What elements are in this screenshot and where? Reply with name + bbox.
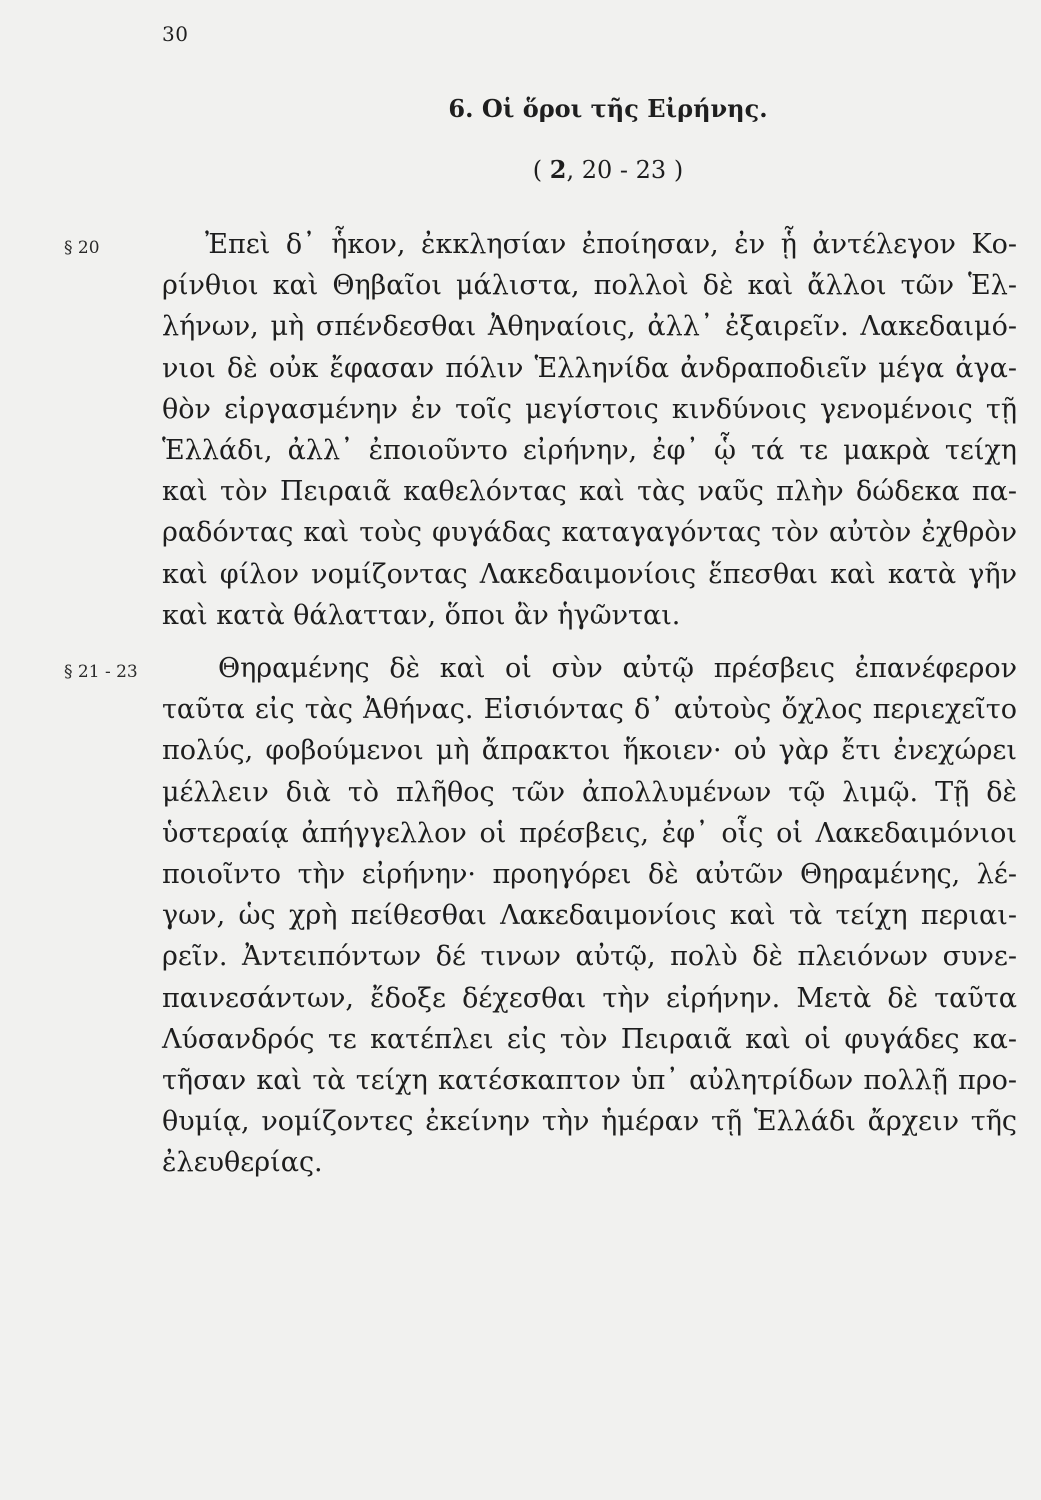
text-line: νιοι δὲ οὐκ ἔφασαν πόλιν Ἑλληνίδα ἀνδραποδιεῖν μέγα ἀγα- [162,352,1017,384]
section-title: 6. Οἱ ὅροι τῆς Εἰρήνης. [448,94,768,123]
paragraph-number-20: § 20 [64,238,100,258]
text-line: Ἐπεὶ δ᾽ ἧκον, ἐκκλησίαν ἐποίησαν, ἐν ᾗ ἀντέλεγον Κο- [205,229,1017,260]
page-number: 30 [162,22,189,46]
reference-range: , 20 - 23 [566,156,667,184]
text-line: ταῦτα εἰς τὰς Ἀθήνας. Εἰσιόντας δ᾽ αὐτοὺς ὄχλος περιεχεῖτο [162,694,1017,726]
text-line: Θηραμένης δὲ καὶ οἱ σὺν αὐτῷ πρέσβεις ἐπανέφερον [218,653,1017,684]
text-line: θυμίᾳ, νομίζοντες ἐκείνην τὴν ἡμέραν τῇ Ἑλλάδι ἄρχειν τῆς [162,1106,1017,1138]
text-line: λήνων, μὴ σπένδεσθαι Ἀθηναίοις, ἀλλ᾽ ἐξαιρεῖν. Λακεδαιμό- [162,311,1017,343]
reference-book: 2 [549,155,567,184]
text-line: τῆσαν καὶ τὰ τείχη κατέσκαπτον ὑπ᾽ αὐλητρίδων πολλῇ προ- [162,1065,1017,1096]
text-line: ὑστεραίᾳ ἀπήγγελλον οἱ πρέσβεις, ἐφ᾽ οἷς οἱ Λακεδαιμόνιοι [162,817,1017,849]
text-line: παινεσάντων, ἔδοξε δέχεσθαι τὴν εἰρήνην. Μετὰ δὲ ταῦτα [162,982,1017,1014]
text-line: ραδόντας καὶ τοὺς φυγάδας καταγαγόντας τὸν αὐτὸν ἐχθρὸν [162,517,1017,549]
reference-close-paren: ) [673,156,684,184]
text-line: καὶ φίλον νομίζοντας Λακεδαιμονίοις ἕπεσθαι καὶ κατὰ γῆν [162,558,1017,590]
paragraph-number-21-23: § 21 - 23 [64,662,138,682]
text-line: ποιοῖντο τὴν εἰρήνην· προηγόρει δὲ αὐτῶν Θηραμένης, λέ- [162,859,1017,890]
text-line: ρίνθιοι καὶ Θηβαῖοι μάλιστα, πολλοὶ δὲ καὶ ἄλλοι τῶν Ἑλ- [162,270,1017,302]
text-line: καὶ κατὰ θάλατταν, ὅποι ἂν ἡγῶνται. [162,599,681,631]
reference-open-paren: ( [532,156,543,184]
text-line: καὶ τὸν Πειραιᾶ καθελόντας καὶ τὰς ναῦς πλὴν δώδεκα πα- [162,476,1017,508]
section-reference [0,155,1041,184]
text-line: μέλλειν διὰ τὸ πλῆθος τῶν ἀπολλυμένων τῷ λιμῷ. Τῇ δὲ [162,776,1017,808]
text-line: Λύσανδρός τε κατέπλει εἰς τὸν Πειραιᾶ καὶ οἱ φυγάδες κα- [162,1023,1017,1055]
text-line: ἐλευθερίας. [162,1147,323,1179]
text-line: θὸν εἰργασμένην ἐν τοῖς μεγίστοις κινδύνοις γενομένοις τῇ [162,393,1017,425]
text-line: Ἑλλάδι, ἀλλ᾽ ἐποιοῦντο εἰρήνην, ἐφ᾽ ᾧ τά τε μακρὰ τείχη [162,435,1017,466]
text-line: γων, ὡς χρὴ πείθεσθαι Λακεδαιμονίοις καὶ τὰ τείχη περιαι- [162,900,1017,932]
text-line: ρεῖν. Ἀντειπόντων δέ τινων αὐτῷ, πολὺ δὲ πλειόνων συνε- [162,941,1017,973]
text-line: πολύς, φοβούμενοι μὴ ἄπρακτοι ἥκοιεν· οὐ γὰρ ἔτι ἐνεχώρει [162,735,1017,767]
